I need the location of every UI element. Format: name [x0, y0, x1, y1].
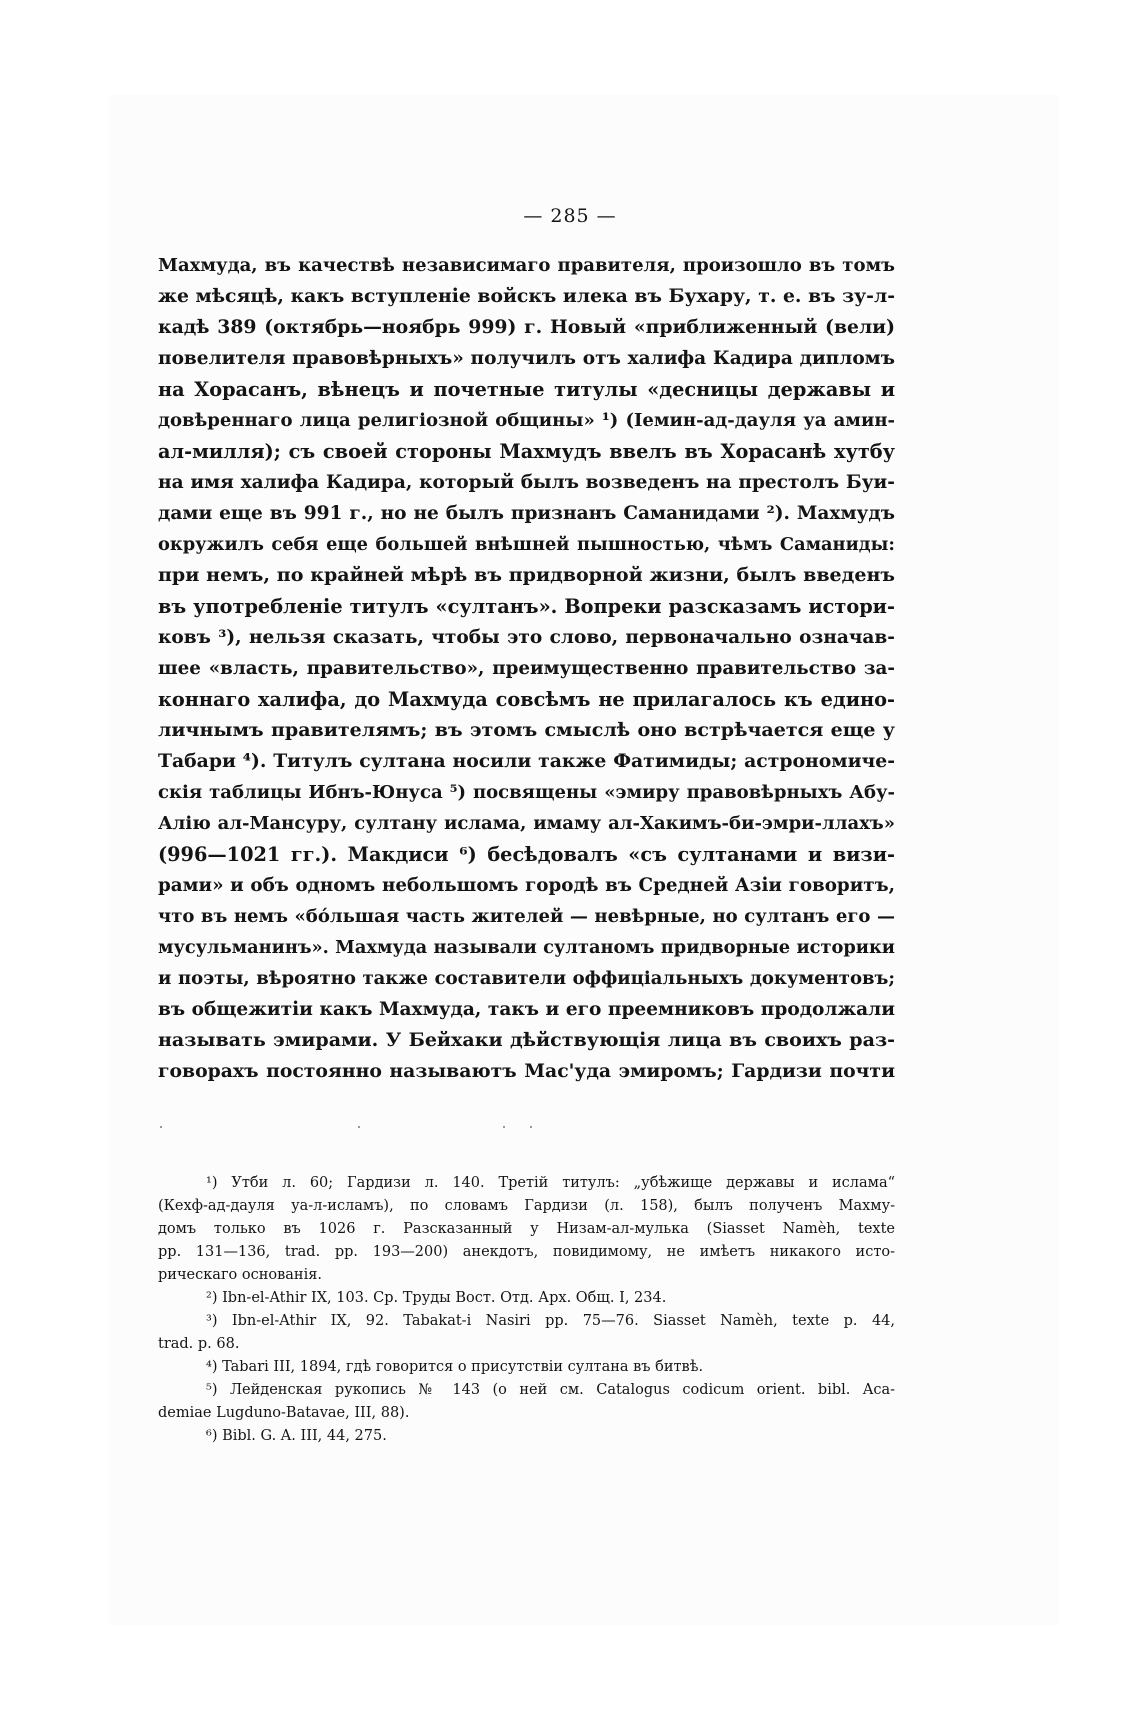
- text-line: скія таблицы Ибнъ-Юнуса ⁵) посвящены «эмиру правовѣрныхъ Абу-: [158, 782, 895, 803]
- footnote-line: домъ только въ 1026 г. Разсказанный у Низам-ал-мулька (Siasset Namèh, texte: [158, 1221, 895, 1237]
- footnote-separator: [158, 1126, 895, 1128]
- text-line: Махмуда, въ качествѣ независимаго правителя, произошло въ томъ: [158, 255, 895, 276]
- footnote-line: рическаго основанія.: [158, 1267, 322, 1283]
- text-line: на имя халифа Кадира, который былъ возведенъ на престолъ Буи-: [158, 472, 895, 493]
- footnote-line: ²) Ibn-el-Athir IX, 103. Ср. Труды Вост. Отд. Арх. Общ. I, 234.: [206, 1290, 667, 1306]
- page-number: — 285 —: [523, 205, 617, 227]
- text-line: въ употребленіе титулъ «султанъ». Вопреки разсказамъ истори-: [158, 595, 895, 618]
- text-line: дами еще въ 991 г., но не былъ признанъ Саманидами ²). Махмудъ: [158, 503, 895, 524]
- footnote-line: trad. p. 68.: [158, 1336, 240, 1352]
- footnote-line: ⁴) Tabari III, 1894, гдѣ говорится о присутствіи султана въ битвѣ.: [206, 1359, 704, 1375]
- text-line: на Хорасанъ, вѣнецъ и почетные титулы «десницы державы и: [158, 378, 895, 401]
- text-line: говорахъ постоянно называютъ Мас'уда эмиромъ; Гардизи почти: [158, 1060, 895, 1082]
- footnote-line: pp. 131—136, trad. pp. 193—200) анекдотъ, повидимому, не имѣетъ никакого исто-: [158, 1244, 895, 1260]
- text-line: коннаго халифа, до Махмуда совсѣмъ не прилагалось къ едино-: [158, 688, 895, 711]
- footnote-line: demiae Lugduno-Batavae, III, 88).: [158, 1405, 410, 1421]
- text-line: мусульманинъ». Махмуда называли султаномъ придворные историки: [158, 937, 895, 958]
- text-line: (996—1021 гг.). Макдиси ⁶) бесѣдовалъ «съ султанами и визи-: [158, 843, 895, 866]
- text-line: Алію ал-Мансуру, султану ислама, имаму ал-Хакимъ-би-эмри-ллахъ»: [158, 813, 895, 834]
- text-line: въ общежитіи какъ Махмуда, такъ и его преемниковъ продолжали: [158, 999, 895, 1020]
- text-line: что въ немъ «бо́льшая часть жителей — невѣрные, но султанъ его —: [158, 906, 895, 927]
- text-line: ковъ ³), нельзя сказать, чтобы это слово, первоначально означав-: [158, 627, 895, 648]
- text-line: повелителя правовѣрныхъ» получилъ отъ халифа Кадира дипломъ: [158, 348, 895, 369]
- footnotes: [158, 1172, 895, 1448]
- footnote-line: (Кехф-ад-дауля уа-л-исламъ), по словамъ Гардизи (л. 158), былъ полученъ Махму-: [158, 1198, 895, 1214]
- footnote-line: ¹) Утби л. 60; Гардизи л. 140. Третій титулъ: „убѣжище державы и ислама“: [206, 1175, 895, 1191]
- footnote-line: ⁶) Bibl. G. A. III, 44, 275.: [206, 1428, 387, 1444]
- text-line: довѣреннаго лица религіозной общины» ¹) (Іемин-ад-дауля уа амин-: [158, 410, 895, 431]
- text-line: личнымъ правителямъ; въ этомъ смыслѣ оно встрѣчается еще у: [158, 719, 895, 741]
- text-line: же мѣсяцѣ, какъ вступленіе войскъ илека въ Бухару, т. е. въ зу-л-: [158, 285, 895, 307]
- main-text: [158, 250, 895, 1087]
- text-line: называть эмирами. У Бейхаки дѣйствующія лица въ своихъ раз-: [158, 1029, 895, 1051]
- text-line: шее «власть, правительство», преимущественно правительство за-: [158, 658, 895, 679]
- text-line: ал-милля); съ своей стороны Махмудъ ввелъ въ Хорасанѣ хутбу: [158, 440, 895, 463]
- text-line: окружилъ себя еще большей внѣшней пышностью, чѣмъ Саманиды:: [158, 534, 895, 555]
- text-line: Табари ⁴). Титулъ султана носили также Фатимиды; астрономиче-: [158, 750, 895, 772]
- footnote-line: ³) Ibn-el-Athir IX, 92. Tabakat-i Nasiri pp. 75—76. Siasset Namèh, texte p. 44,: [206, 1313, 895, 1329]
- text-line: и поэты, вѣроятно также составители оффиціальныхъ документовъ;: [158, 968, 895, 989]
- text-line: при немъ, по крайней мѣрѣ въ придворной жизни, былъ введенъ: [158, 564, 895, 586]
- text-line: кадѣ 389 (октябрь—ноябрь 999) г. Новый «приближенный (вели): [158, 316, 895, 338]
- footnote-line: ⁵) Лейденская рукопись № 143 (о ней см. Catalogus codicum orient. bibl. Aca-: [206, 1382, 895, 1398]
- text-line: рами» и объ одномъ небольшомъ городѣ въ Средней Азіи говоритъ,: [158, 875, 895, 896]
